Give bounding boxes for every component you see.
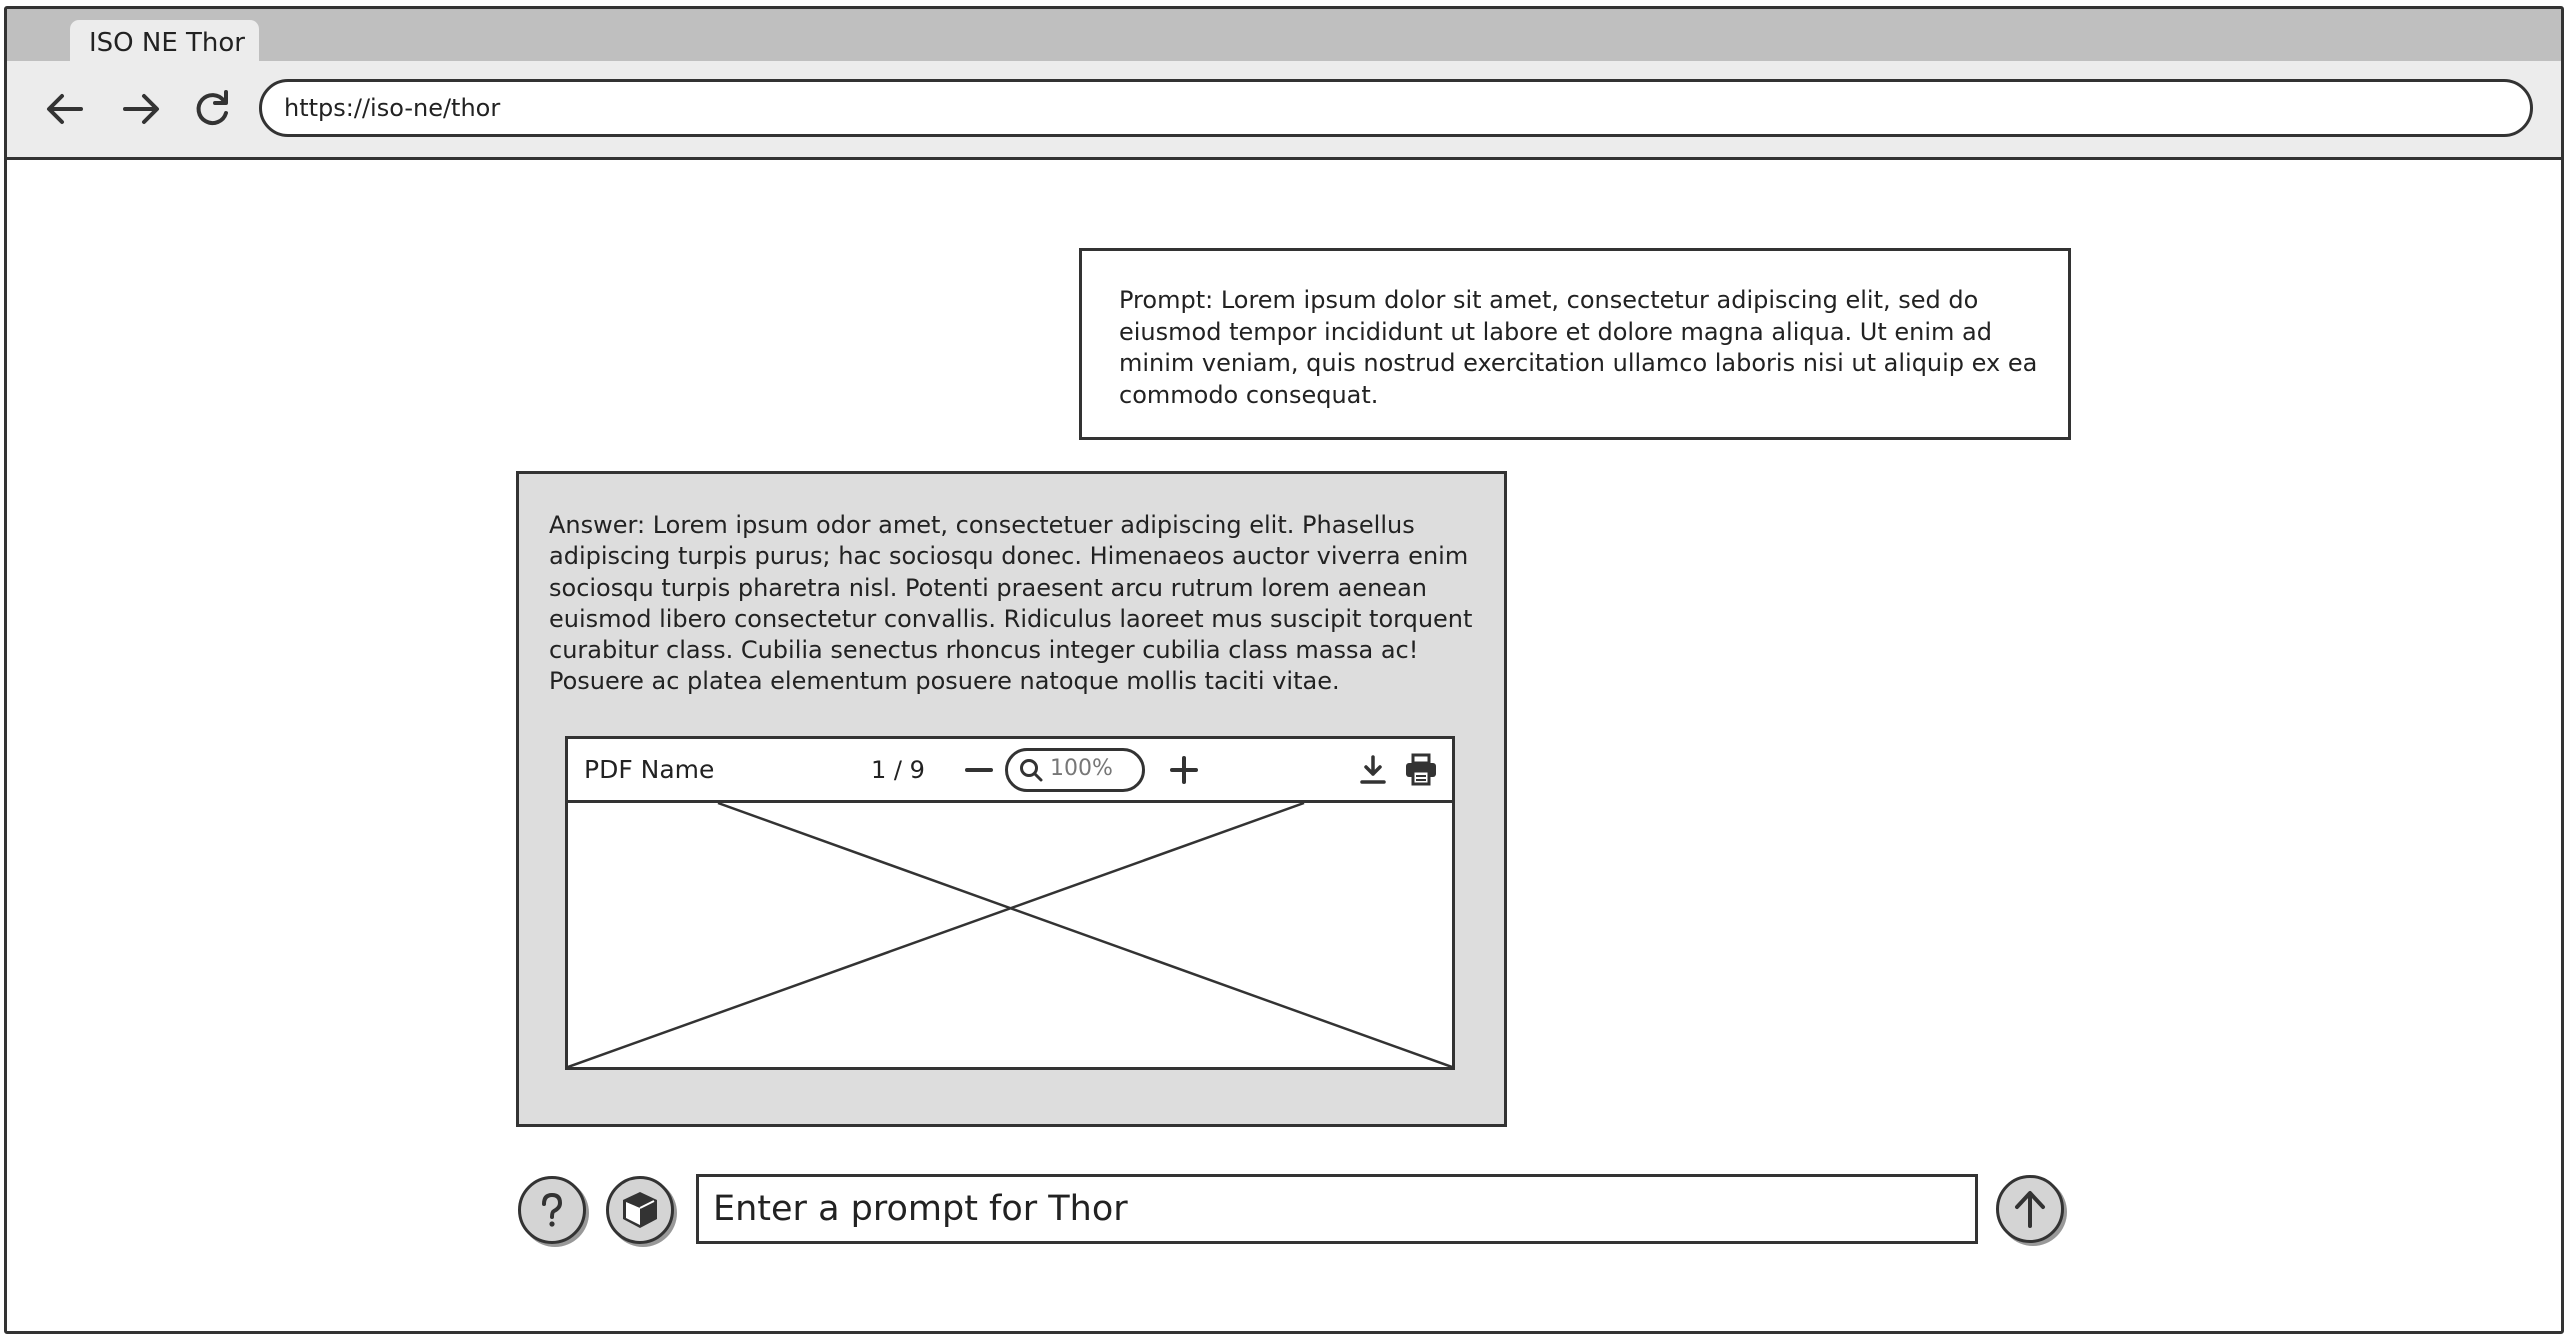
download-icon	[1357, 754, 1389, 786]
pdf-page-preview	[568, 803, 1452, 1067]
pdf-toolbar	[568, 739, 1452, 803]
zoom-field[interactable]	[1005, 748, 1145, 792]
context-button[interactable]	[606, 1176, 674, 1244]
prompt-text: Prompt: Lorem ipsum dolor sit amet, consectetur adipiscing elit, sed do eiusmod tempor incididunt ut labore et dolore magna aliqua. Ut enim ad minim veniam, quis nostrud exercitation ullamco laboris nisi ut aliquip ex ea commodo consequat.	[1119, 286, 2038, 409]
arrow-left-icon	[43, 87, 87, 131]
address-bar[interactable]: https://iso-ne/thor	[259, 79, 2533, 137]
search-icon	[1018, 757, 1044, 783]
browser-window	[4, 6, 2564, 1334]
reload-icon	[190, 87, 234, 131]
print-icon	[1404, 753, 1438, 787]
tab-strip	[7, 9, 2561, 61]
send-button[interactable]	[1996, 1175, 2064, 1243]
minus-icon	[964, 755, 994, 785]
arrow-right-icon	[119, 87, 163, 131]
browser-toolbar	[7, 61, 2561, 160]
plus-icon	[1169, 755, 1199, 785]
cube-icon	[619, 1189, 661, 1231]
prompt-message	[1079, 248, 2071, 440]
print-button[interactable]	[1402, 751, 1440, 789]
help-button[interactable]	[518, 1176, 586, 1244]
zoom-in-button[interactable]	[1165, 751, 1203, 789]
browser-tab[interactable]: ISO NE Thor	[70, 20, 259, 66]
help-icon	[532, 1190, 572, 1230]
back-button[interactable]	[41, 85, 89, 133]
zoom-level: 100%	[1050, 756, 1113, 781]
image-placeholder	[568, 803, 1452, 1067]
download-button[interactable]	[1354, 751, 1392, 789]
answer-text: Answer: Lorem ipsum odor amet, consectetuer adipiscing elit. Phasellus adipiscing turpis purus; hac sociosqu donec. Himenaeos auctor viverra enim sociosqu turpis pharetra nisl. Potenti praesent arcu rutrum lorem aenean euismod libero consectetur convallis. Ridiculus laoreet mus suscipit torquent curabitur class. Cubilia senectus rhoncus integer cubilia class massa ac! Posuere ac platea elementum posuere natoque mollis taciti vitae.	[549, 511, 1473, 696]
prompt-input[interactable]	[696, 1174, 1978, 1244]
reload-button[interactable]	[188, 85, 236, 133]
zoom-out-button[interactable]	[960, 751, 998, 789]
pdf-viewer	[565, 736, 1455, 1070]
answer-message	[516, 471, 1507, 1127]
forward-button[interactable]	[117, 85, 165, 133]
pdf-page-indicator: 1 / 9	[871, 756, 925, 784]
arrow-up-icon	[2009, 1188, 2051, 1230]
pdf-name: PDF Name	[584, 755, 715, 784]
